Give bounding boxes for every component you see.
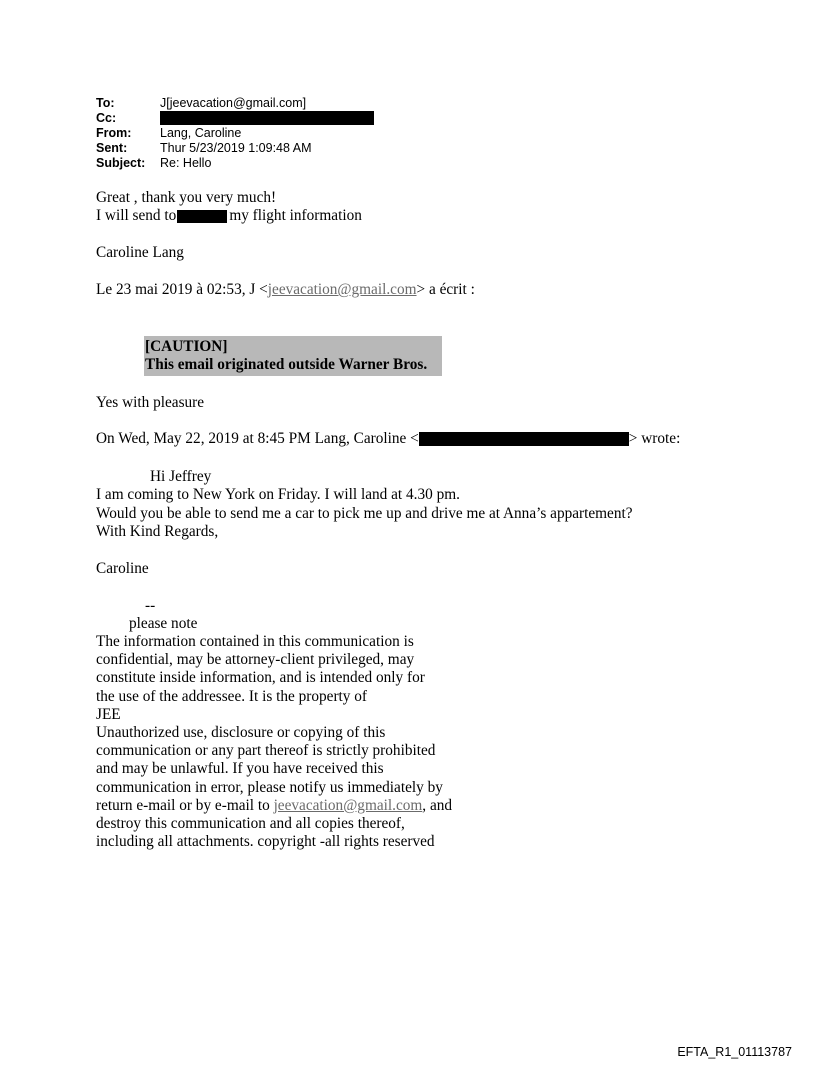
from-label: From: — [96, 126, 132, 140]
disclaimer-email-end: , and — [422, 796, 453, 814]
from-value: Lang, Caroline — [160, 126, 242, 140]
caution-text: This email originated outside Warner Bros. — [145, 356, 428, 373]
disclaimer-line: Unauthorized use, disclosure or copying of this — [96, 724, 386, 742]
from-row — [96, 126, 374, 141]
quote-intro — [96, 281, 475, 299]
to-label: To: — [96, 96, 115, 110]
caution-title: [CAUTION] — [145, 338, 228, 355]
reply-line-2 — [96, 207, 362, 225]
email-header — [96, 96, 374, 171]
email-redaction — [419, 432, 629, 446]
subject-row — [96, 156, 374, 171]
document-id: EFTA_R1_01113787 — [677, 1045, 792, 1059]
disclaimer-line: including all attachments. copyright -all rights reserved — [96, 833, 435, 851]
disclaimer-note: please note — [129, 615, 198, 632]
subject-label: Subject: — [96, 156, 146, 170]
reply-line-2-start: I will send to — [96, 207, 177, 224]
subject-value: Re: Hello — [160, 156, 212, 170]
disclaimer-line: communication in error, please notify us immediately by — [96, 778, 443, 796]
email-link[interactable]: jeevacation@gmail.com — [267, 281, 417, 298]
quoted-reply-text: Yes with pleasure — [96, 394, 205, 411]
quoted-reply-intro-start: On Wed, May 22, 2019 at 8:45 PM Lang, Caroline < — [96, 430, 419, 447]
to-row — [96, 96, 374, 111]
original-greeting: Hi Jeffrey — [150, 468, 212, 485]
sent-label: Sent: — [96, 141, 128, 155]
recipient-redaction — [177, 210, 227, 223]
disclaimer-line: the use of the addressee. It is the property of — [96, 687, 368, 705]
quote-intro-start: Le 23 mai 2019 à 02:53, J < — [96, 281, 268, 298]
to-value: J[jeevacation@gmail.com] — [160, 96, 307, 110]
sent-row — [96, 141, 374, 156]
disclaimer-line: communication or any part thereof is strictly prohibited — [96, 742, 436, 760]
original-signature: Caroline — [96, 560, 149, 577]
original-line-3: With Kind Regards, — [96, 523, 219, 540]
sent-value: Thur 5/23/2019 1:09:48 AM — [160, 141, 312, 155]
disclaimer-line: and may be unlawful. If you have received this — [96, 760, 384, 778]
cc-redaction — [160, 111, 374, 125]
quoted-reply-intro — [96, 430, 680, 448]
disclaimer-dashes: -- — [145, 597, 156, 614]
disclaimer-email-line — [96, 797, 452, 815]
disclaimer-line: JEE — [96, 705, 121, 723]
disclaimer-block — [96, 633, 452, 851]
disclaimer-line: constitute inside information, and is intended only for — [96, 669, 425, 687]
disclaimer-line: confidential, may be attorney-client privileged, may — [96, 651, 415, 669]
cc-row — [96, 111, 374, 126]
original-line-2: Would you be able to send me a car to pick me up and drive me at Anna’s appartement? — [96, 505, 633, 522]
disclaimer-line: destroy this communication and all copies thereof, — [96, 815, 405, 833]
disclaimer-line: The information contained in this communication is — [96, 633, 414, 650]
disclaimer-email-start: return e-mail or by e-mail to — [96, 796, 274, 814]
cc-label: Cc: — [96, 111, 117, 125]
quote-intro-end: > a écrit : — [416, 281, 475, 298]
reply-signature: Caroline Lang — [96, 244, 184, 261]
disclaimer-email-link[interactable]: jeevacation@gmail.com — [273, 796, 423, 814]
original-line-1: I am coming to New York on Friday. I will land at 4.30 pm. — [96, 486, 460, 503]
caution-banner — [144, 336, 442, 376]
reply-line-2-end: my flight information — [229, 207, 362, 224]
reply-line-1: Great , thank you very much! — [96, 189, 277, 206]
quoted-reply-intro-end: > wrote: — [628, 430, 681, 447]
